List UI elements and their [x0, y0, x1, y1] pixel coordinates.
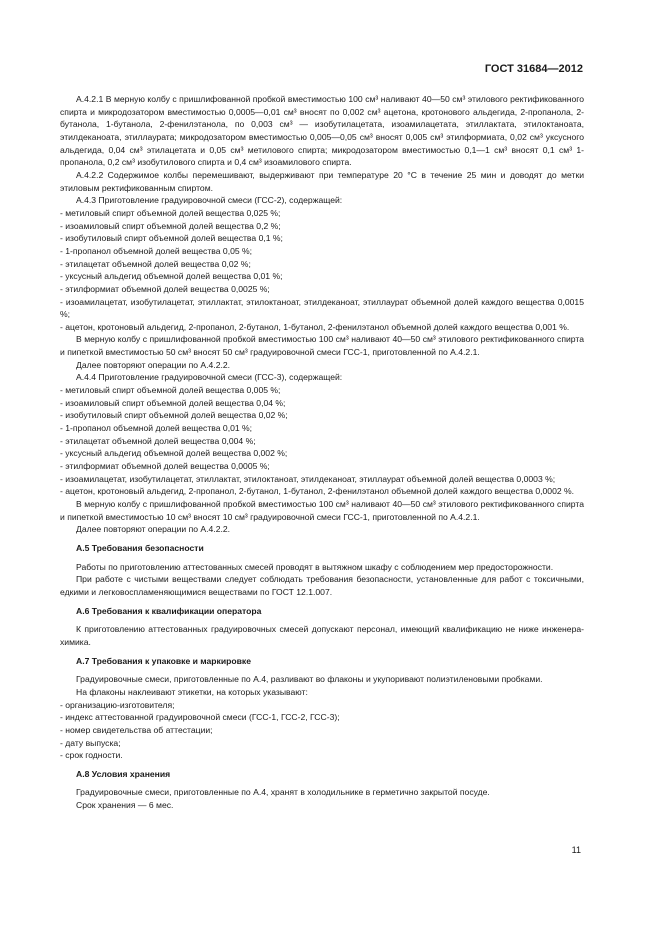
- paragraph: - изоамилацетат, изобутилацетат, этиллактат, этилоктаноат, этилдеканоат, этиллаурат объемной долей каждого вещества 0,0015 %;: [60, 296, 584, 320]
- section-heading: А.7 Требования к упаковке и маркировке: [76, 655, 251, 666]
- paragraph: - ацетон, кротоновый альдегид, 2-пропанол, 2-бутанол, 1-бутанол, 2-фенилэтанол объемной долей каждого вещества 0,001 %.: [60, 321, 570, 332]
- paragraph: А.4.2.1 В мерную колбу с пришлифованной пробкой вместимостью 100 см³ наливают 40—50 см³ этилового ректификованного спирта и микродозатором вместимостью 0,0005—0,01 см³ вносят по 0,002 см³ ацетона, кротонового альдегида, 2-пропанола, 2-бутанола, 1-бутанола, 2-фенилэтанола, по 0,003 см³ — изобутилацетата, изоамилацетата, этиллактата, этилоктаноата, этилдеканоата, этиллаурата; микродозатором вместимостью 0,005—0,05 см³ вносят 0,005 см³ этилформиата, 0,02 см³ уксусного альдегида, 0,04 см³ этилацетата и 0,05 см³ метилового спирта; микродозатором вместимостью 0,1—1 см³ вносят 0,1 см³ 1-пропанола, 0,2 см³ изобутилового спирта и 0,4 см³ изоамилового спирта.: [60, 94, 584, 168]
- paragraph: - срок годности.: [60, 750, 123, 761]
- paragraph: Далее повторяют операции по А.4.2.2.: [76, 359, 231, 370]
- section-heading: А.5 Требования безопасности: [76, 542, 204, 553]
- paragraph: - изобутиловый спирт объемной долей вещества 0,1 %;: [60, 233, 283, 244]
- paragraph: В мерную колбу с пришлифованной пробкой вместимостью 100 см³ наливают 40—50 см³ этилового ректификованного спирта и пипеткой вместимостью 50 см³ вносят 50 см³ градуировочной смеси ГСС-1, приготовленной по А.4.2.1.: [60, 334, 584, 358]
- paragraph: - метиловый спирт объемной долей вещества 0,025 %;: [60, 207, 281, 218]
- paragraph: - метиловый спирт объемной долей вещества 0,005 %;: [60, 385, 281, 396]
- paragraph: Далее повторяют операции по А.4.2.2.: [76, 524, 231, 535]
- paragraph: А.4.3 Приготовление градуировочной смеси (ГСС-2), содержащей:: [76, 195, 343, 206]
- paragraph: - изобутиловый спирт объемной долей вещества 0,02 %;: [60, 410, 288, 421]
- paragraph: - 1-пропанол объемной долей вещества 0,01 %;: [60, 423, 253, 434]
- paragraph: Работы по приготовлению аттестованных смесей проводят в вытяжном шкафу с соблюдением мер предосторожности.: [76, 561, 554, 572]
- paragraph: - уксусный альдегид объемной долей вещества 0,002 %;: [60, 448, 288, 459]
- paragraph: - 1-пропанол объемной долей вещества 0,05 %;: [60, 245, 253, 256]
- paragraph: - изоамиловый спирт объемной долей вещества 0,2 %;: [60, 220, 281, 231]
- paragraph: Срок хранения — 6 мес.: [76, 800, 174, 811]
- paragraph: - ацетон, кротоновый альдегид, 2-пропанол, 2-бутанол, 1-бутанол, 2-фенилэтанол объемной долей каждого вещества 0,0002 %.: [60, 486, 575, 497]
- paragraph: Градуировочные смеси, приготовленные по А.4, разливают во флаконы и укупоривают полиэтиленовыми пробками.: [76, 674, 543, 685]
- paragraph: - изоамилацетат, изобутилацетат, этиллактат, этилоктаноат, этилдеканоат, этиллаурат объемной долей вещества 0,0003 %;: [60, 473, 556, 484]
- paragraph: - этилформиат объемной долей вещества 0,0005 %;: [60, 461, 270, 472]
- paragraph: На флаконы наклеивают этикетки, на которых указывают:: [76, 686, 308, 697]
- paragraph: В мерную колбу с пришлифованной пробкой вместимостью 100 см³ наливают 40—50 см³ этилового ректификованного спирта и пипеткой вместимостью 10 см³ вносят 10 см³ градуировочной смеси ГСС-1, приготовленной по А.4.2.1.: [60, 499, 584, 522]
- paragraph: При работе с чистыми веществами следует соблюдать требования безопасности, установленные для работ с токсичными, едкими и легковоспламеняющимися веществами по ГОСТ 12.1.007.: [60, 574, 584, 597]
- paragraph: - уксусный альдегид объемной долей вещества 0,01 %;: [60, 271, 283, 282]
- paragraph: - номер свидетельства об аттестации;: [60, 724, 213, 735]
- standard-header: ГОСТ 31684—2012: [484, 63, 583, 75]
- paragraph: - дату выпуска;: [60, 737, 121, 748]
- section-heading: А.8 Условия хранения: [76, 768, 171, 779]
- paragraph: А.4.2.2 Содержимое колбы перемешивают, выдерживают при температуре 20 °С в течение 25 мин и доводят до метки этиловым ректификованным спиртом.: [60, 169, 584, 193]
- page-number: 11: [571, 845, 581, 855]
- paragraph: К приготовлению аттестованных градуировочных смесей допускают персонал, имеющий квалификацию не ниже инженера-химика.: [60, 624, 584, 647]
- paragraph: - этилформиат объемной долей вещества 0,0025 %;: [60, 283, 270, 294]
- document-body: [60, 93, 584, 812]
- paragraph: - организацию-изготовителя;: [60, 699, 175, 710]
- paragraph: Градуировочные смеси, приготовленные по А.4, хранят в холодильнике в герметично закрытой посуде.: [76, 787, 490, 798]
- paragraph: А.4.4 Приготовление градуировочной смеси (ГСС-3), содержащей:: [76, 372, 343, 383]
- paragraph: - индекс аттестованной градуировочной смеси (ГСС-1, ГСС-2, ГСС-3);: [60, 712, 340, 723]
- paragraph: - изоамиловый спирт объемной долей вещества 0,04 %;: [60, 397, 286, 408]
- section-heading: А.6 Требования к квалификации оператора: [76, 605, 262, 616]
- paragraph: - этилацетат объемной долей вещества 0,004 %;: [60, 435, 256, 446]
- paragraph: - этилацетат объемной долей вещества 0,02 %;: [60, 258, 251, 269]
